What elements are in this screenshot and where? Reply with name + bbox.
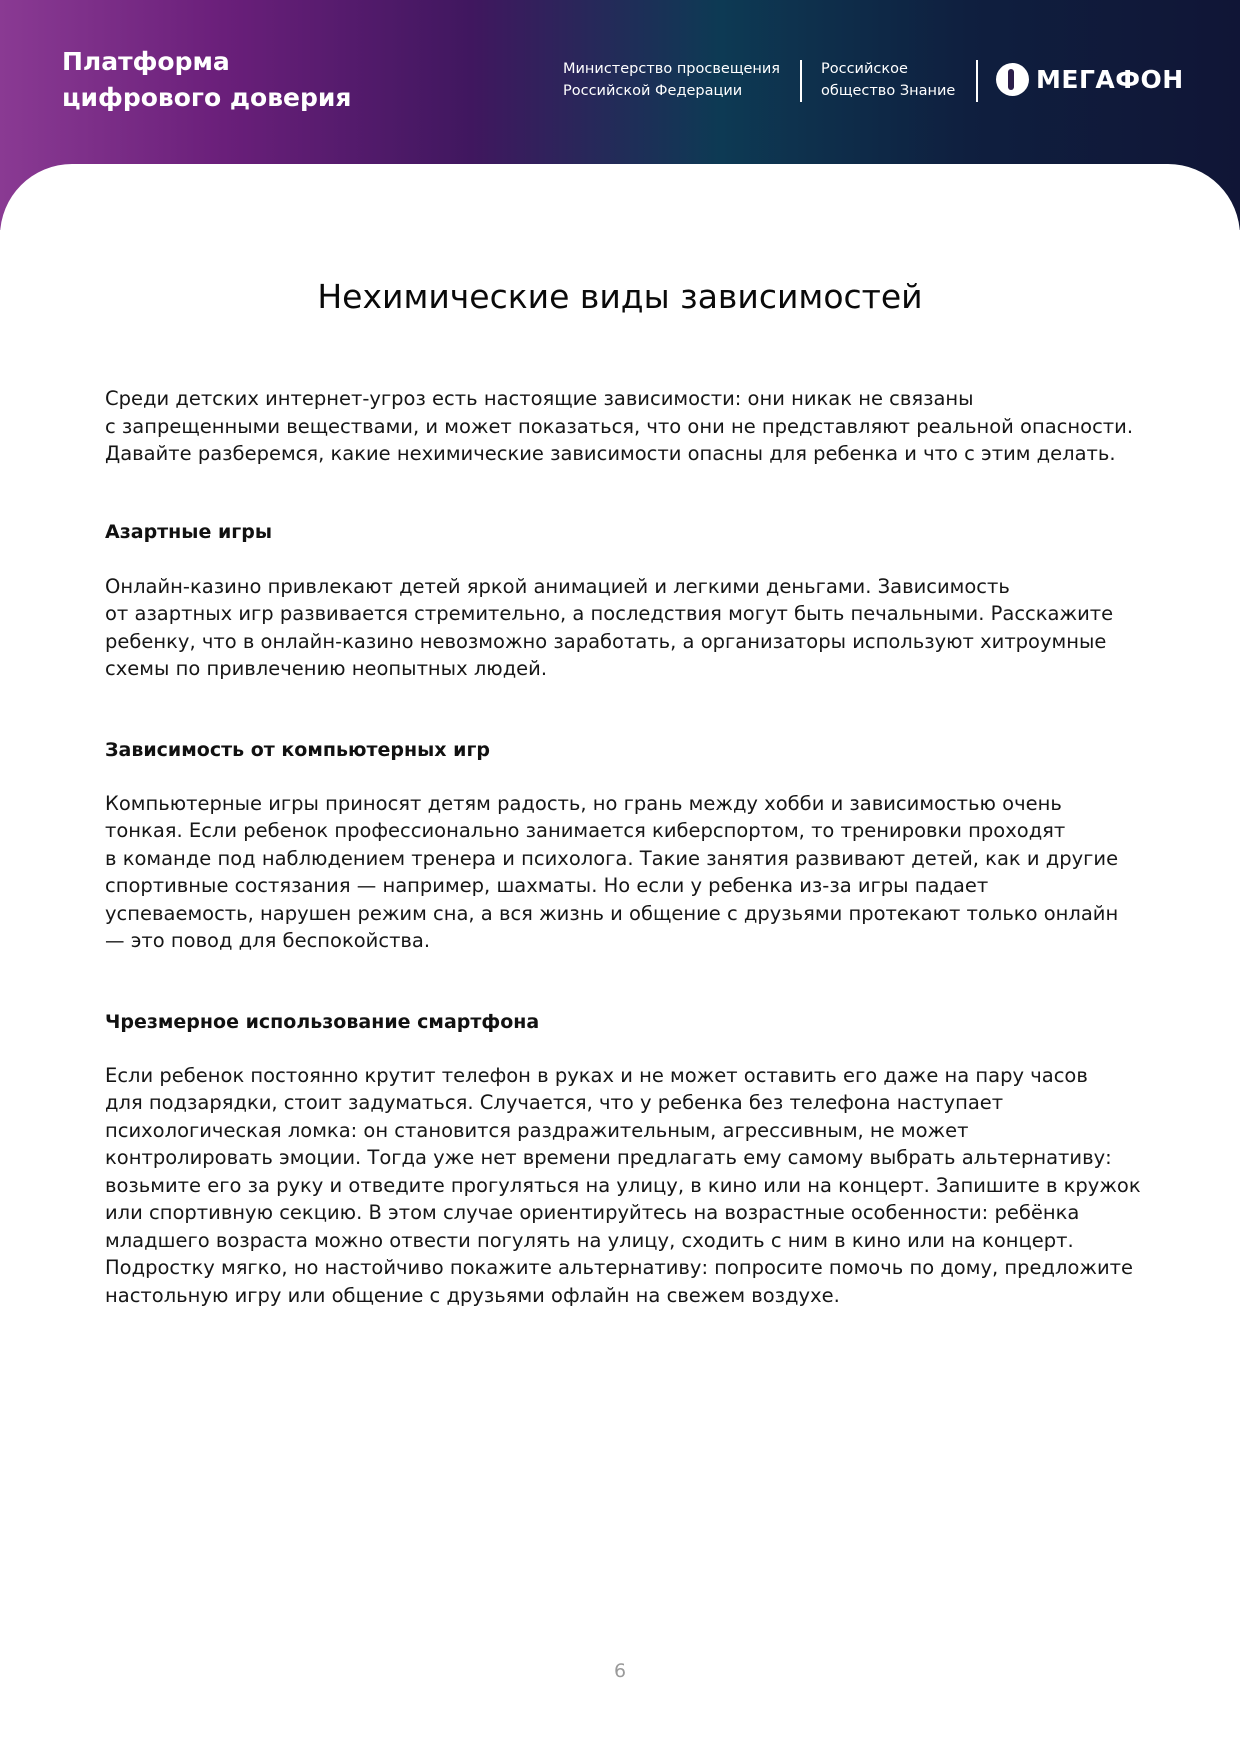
znanie-line1: Российское <box>821 61 908 77</box>
text-line: Компьютерные игры приносят детям радость, но грань между хобби и зависимостью очень <box>105 791 1062 815</box>
page-title: Нехимические виды зависимостей <box>317 277 923 316</box>
page-number: 6 <box>613 1660 627 1682</box>
ministry-line1: Министерство просвещения <box>563 61 781 77</box>
brand-title <box>62 44 351 116</box>
section-paragraph <box>105 573 1145 683</box>
text-line: схемы по привлечению неопытных людей. <box>105 657 548 680</box>
text-line: спортивные состязания — например, шахматы. Но если у ребенка из-за игры падает <box>105 874 989 897</box>
megafon-logo-icon <box>996 63 1029 96</box>
znanie-line2: общество Знание <box>821 83 956 99</box>
text-line: возьмите его за руку и отведите прогуляться на улицу, в кино или на концерт. Запишите в кружок <box>105 1173 1141 1197</box>
text-line: от азартных игр развивается стремительно, а последствия могут быть печальными. Расскажите <box>105 602 1114 625</box>
intro-paragraph <box>105 385 1145 468</box>
znanie-label <box>821 58 955 102</box>
text-line: контролировать эмоции. Тогда уже нет времени предлагать ему самому выбрать альтернативу: <box>105 1146 1112 1169</box>
megafon-logo-text: МЕГАФОН <box>1036 65 1184 94</box>
text-line: настольную игру или общение с друзьями офлайн на свежем воздухе. <box>105 1283 840 1307</box>
brand-title-line2: цифрового доверия <box>62 83 352 112</box>
text-line: Давайте разберемся, какие нехимические зависимости опасны для ребенка и что с этим делать. <box>105 442 1116 465</box>
partner-divider <box>976 60 978 102</box>
section-paragraph <box>105 1062 1145 1310</box>
section-paragraph <box>105 790 1145 955</box>
text-line: в команде под наблюдением тренера и психолога. Такие занятия развивают детей, как и другие <box>105 846 1119 870</box>
brand-title-line1: Платформа <box>62 47 230 76</box>
partner-divider <box>800 60 802 102</box>
section-heading: Азартные игры <box>105 520 273 543</box>
section-heading: Чрезмерное использование смартфона <box>105 1010 540 1033</box>
text-line: тонкая. Если ребенок профессионально занимается киберспортом, то тренировки проходят <box>105 819 1066 842</box>
text-line: Подростку мягко, но настойчиво покажите альтернативу: попросите помочь по дому, предложите <box>105 1256 1133 1279</box>
text-line: для подзарядки, стоит задуматься. Случается, что у ребенка без телефона наступает <box>105 1091 1004 1114</box>
text-line: Среди детских интернет-угроз есть настоящие зависимости: они никак не связаны <box>105 387 974 410</box>
section-heading: Зависимость от компьютерных игр <box>105 738 491 761</box>
text-line: психологическая ломка: он становится раздражительным, агрессивным, не может <box>105 1118 969 1142</box>
article-body <box>105 385 1145 1309</box>
text-line: младшего возраста можно отвести погулять на улицу, сходить с ним в кино или на концерт. <box>105 1228 1074 1252</box>
megafon-logo <box>996 63 1184 96</box>
text-line: Если ребенок постоянно крутит телефон в руках и не может оставить его даже на пару часов <box>105 1063 1088 1087</box>
text-line: или спортивную секцию. В этом случае ориентируйтесь на возрастные особенности: ребёнка <box>105 1201 1080 1224</box>
text-line: — это повод для беспокойства. <box>105 929 431 952</box>
text-line: Онлайн-казино привлекают детей яркой анимацией и легкими деньгами. Зависимость <box>105 574 1010 598</box>
text-line: с запрещенными веществами, и может показаться, что они не представляют реальной опасности. <box>105 414 1134 438</box>
text-line: ребенку, что в онлайн-казино невозможно заработать, а организаторы используют хитроумные <box>105 629 1107 653</box>
ministry-line2: Российской Федерации <box>563 83 743 99</box>
text-line: успеваемость, нарушен режим сна, а вся жизнь и общение с друзьями протекают только онлайн <box>105 901 1119 925</box>
ministry-label <box>563 58 780 102</box>
